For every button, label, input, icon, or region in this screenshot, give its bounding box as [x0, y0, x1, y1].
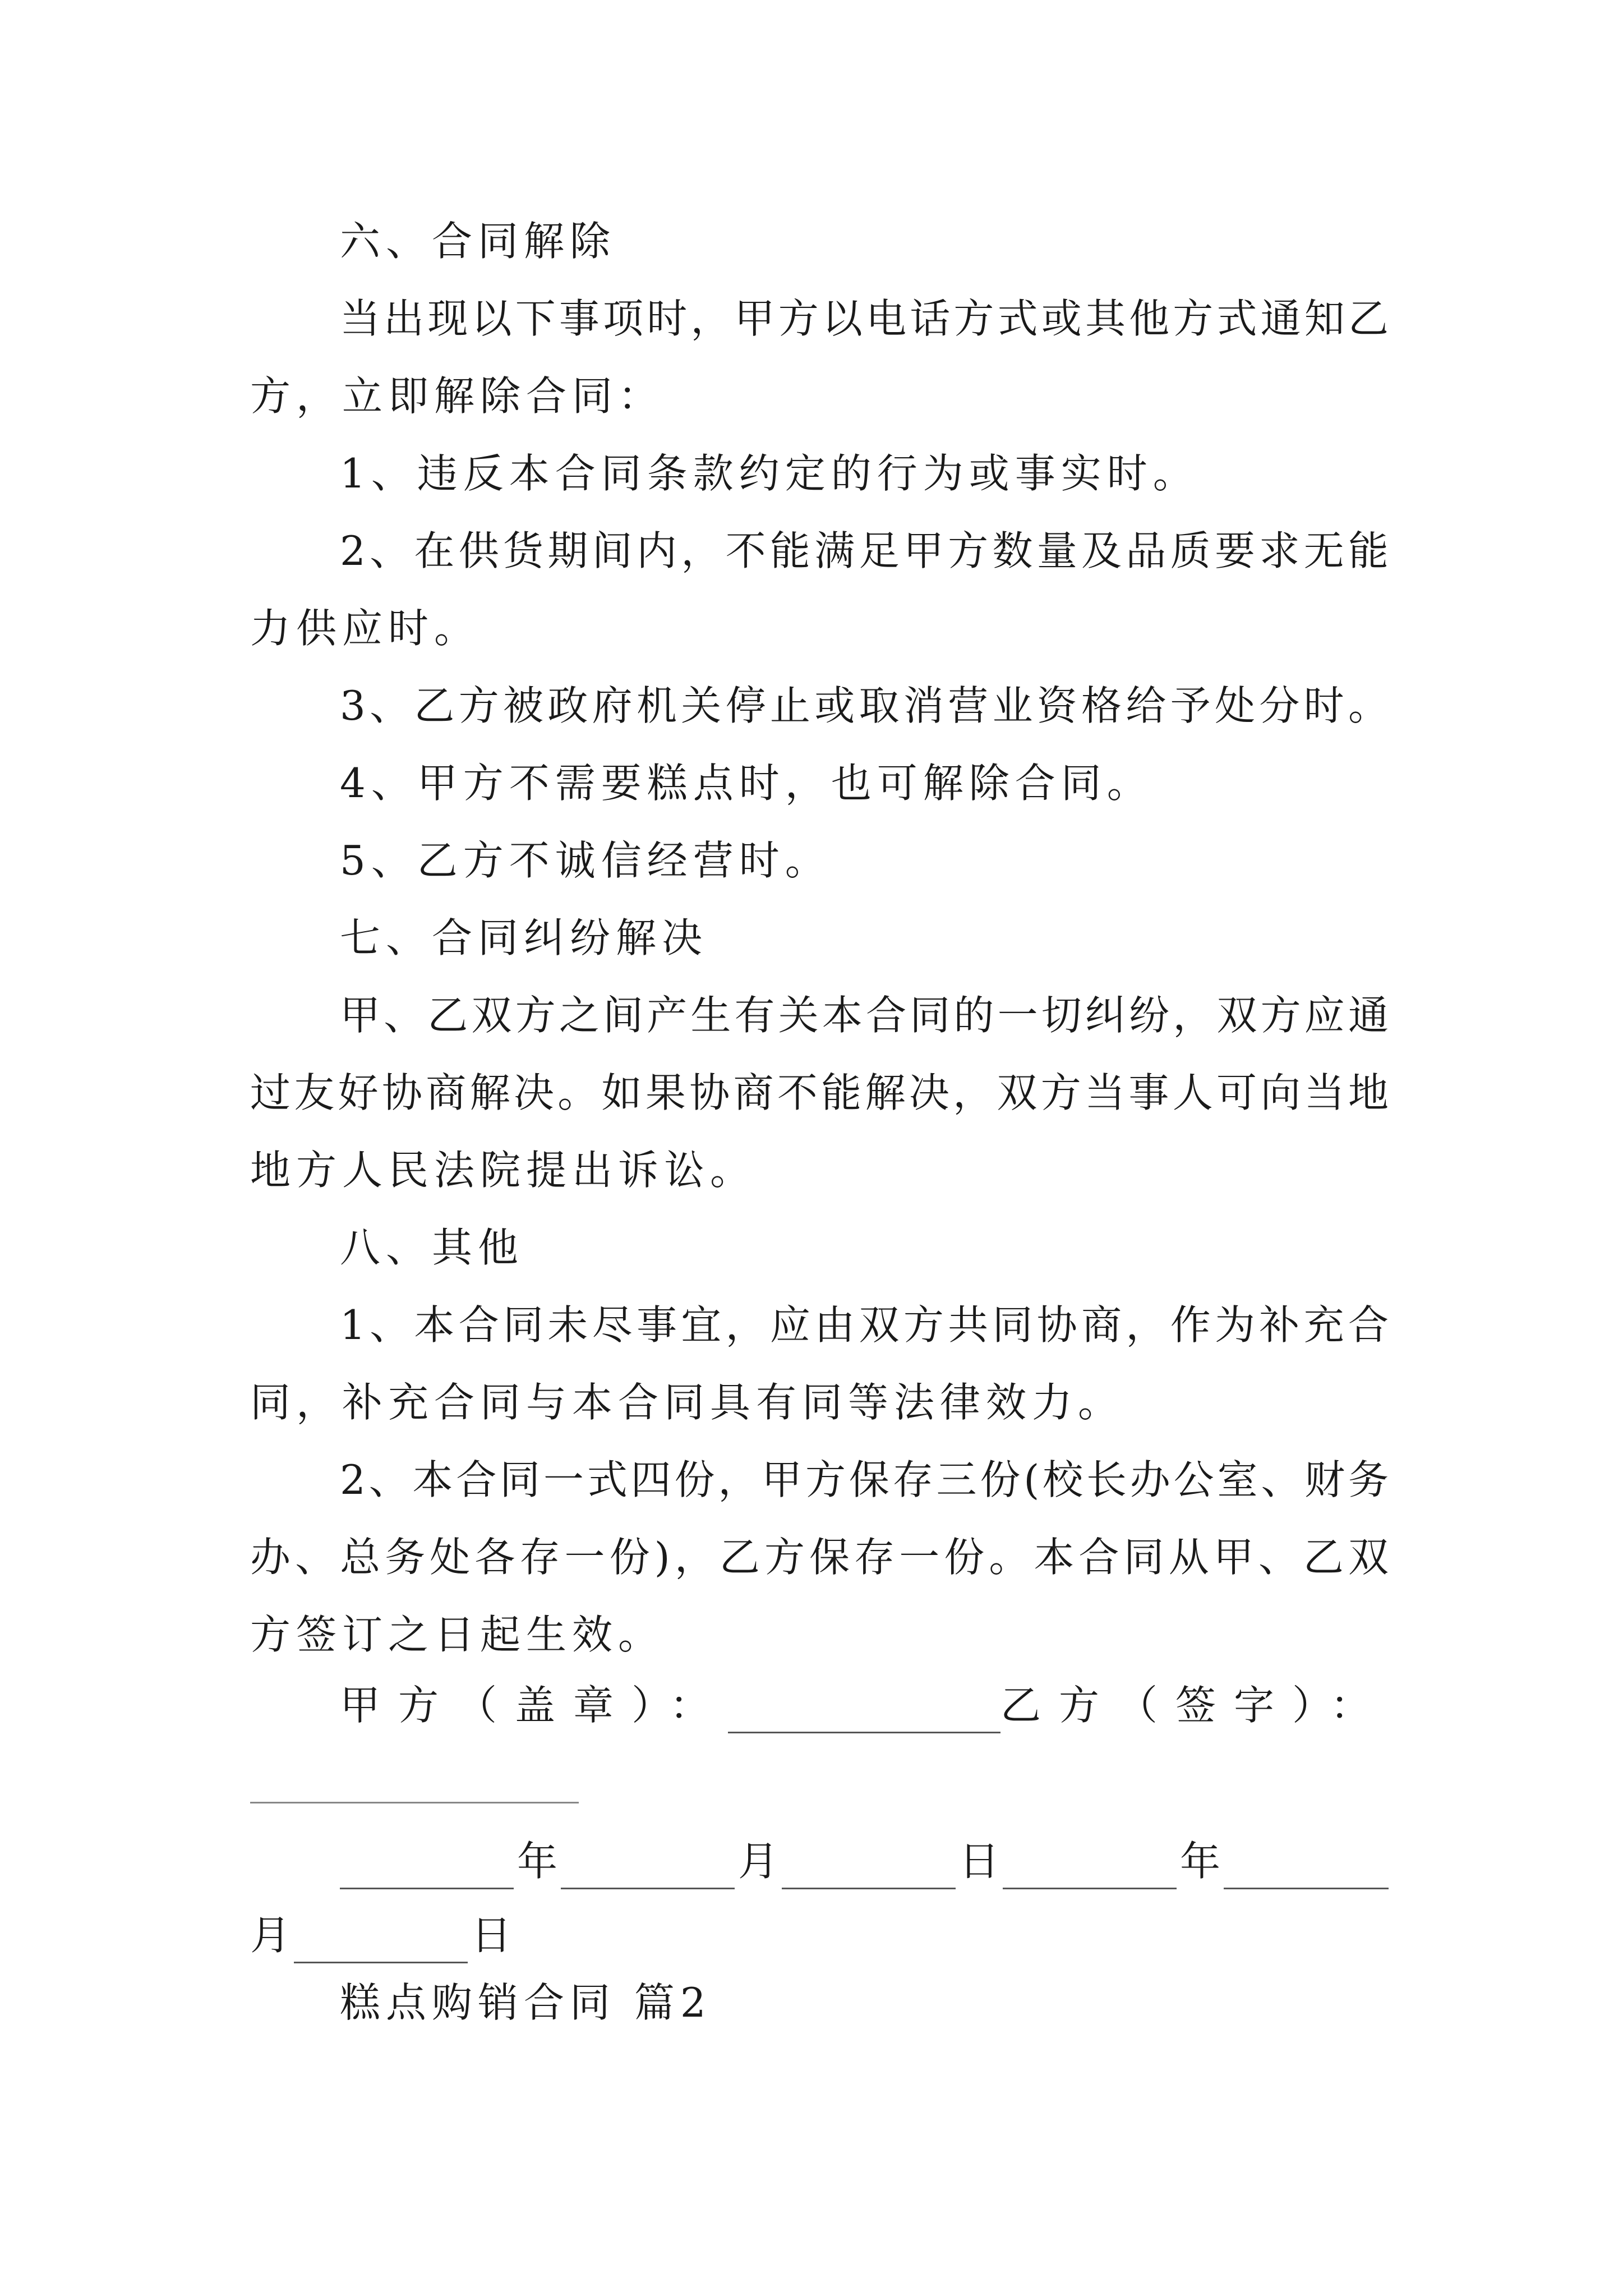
text-line: 5、乙方不诚信经营时。	[340, 837, 831, 884]
date-blank	[294, 1922, 468, 1963]
text-line: 1、违反本合同条款约定的行为或事实时。	[340, 450, 1199, 497]
date-day-label: 日	[471, 1912, 512, 1959]
date-year-label: 年	[517, 1838, 558, 1885]
date-blank	[1003, 1848, 1177, 1889]
date-month-label: 月	[738, 1838, 779, 1885]
date-row-first	[340, 1833, 1389, 1889]
text-line: 地方人民法院提出诉讼。	[250, 1147, 757, 1194]
date-blank	[561, 1848, 735, 1889]
date-day-label: 日	[959, 1838, 1000, 1885]
party-b-signature-blank	[250, 1802, 579, 1803]
text-line: 力供应时。	[250, 605, 481, 652]
text-line: 八、其他	[340, 1224, 524, 1271]
text-line: 2、本合同一式四份，甲方保存三份(校长办公室、财务	[340, 1456, 1389, 1503]
party-a-label: 甲方（盖章）：	[340, 1682, 728, 1729]
party-b-label: 乙方（签字）：	[1000, 1682, 1389, 1729]
text-line: 当出现以下事项时，甲方以电话方式或其他方式通知乙	[340, 295, 1389, 342]
text-line: 办、总务处各存一份)，乙方保存一份。本合同从甲、乙双	[250, 1534, 1389, 1581]
date-blank	[340, 1848, 514, 1889]
party-a-signature-blank	[728, 1692, 1000, 1733]
date-blank	[782, 1848, 956, 1889]
text-line: 2、在供货期间内，不能满足甲方数量及品质要求无能	[340, 527, 1389, 574]
date-month-label: 月	[250, 1912, 291, 1959]
text-line: 1、本合同未尽事宜，应由双方共同协商，作为补充合	[340, 1301, 1389, 1349]
text-line: 3、乙方被政府机关停止或取消营业资格给予处分时。	[340, 682, 1389, 729]
text-line: 方，立即解除合同：	[250, 372, 665, 420]
text-line: 六、合同解除	[340, 218, 616, 265]
text-line: 方签订之日起生效。	[250, 1611, 665, 1658]
text-line: 4、甲方不需要糕点时，也可解除合同。	[340, 760, 1153, 807]
text-line: 甲、乙双方之间产生有关本合同的一切纠纷，双方应通	[340, 992, 1389, 1039]
date-year-label: 年	[1180, 1838, 1221, 1885]
text-line: 同，补充合同与本合同具有同等法律效力。	[250, 1379, 1124, 1426]
date-row-second	[250, 1907, 515, 1963]
text-line: 过友好协商解决。如果协商不能解决，双方当事人可向当地	[250, 1069, 1389, 1116]
date-blank	[1224, 1848, 1389, 1889]
signature-row	[340, 1677, 1389, 1733]
next-contract-title: 糕点购销合同 篇2	[340, 1979, 712, 2026]
text-line: 七、合同纠纷解决	[340, 914, 708, 961]
